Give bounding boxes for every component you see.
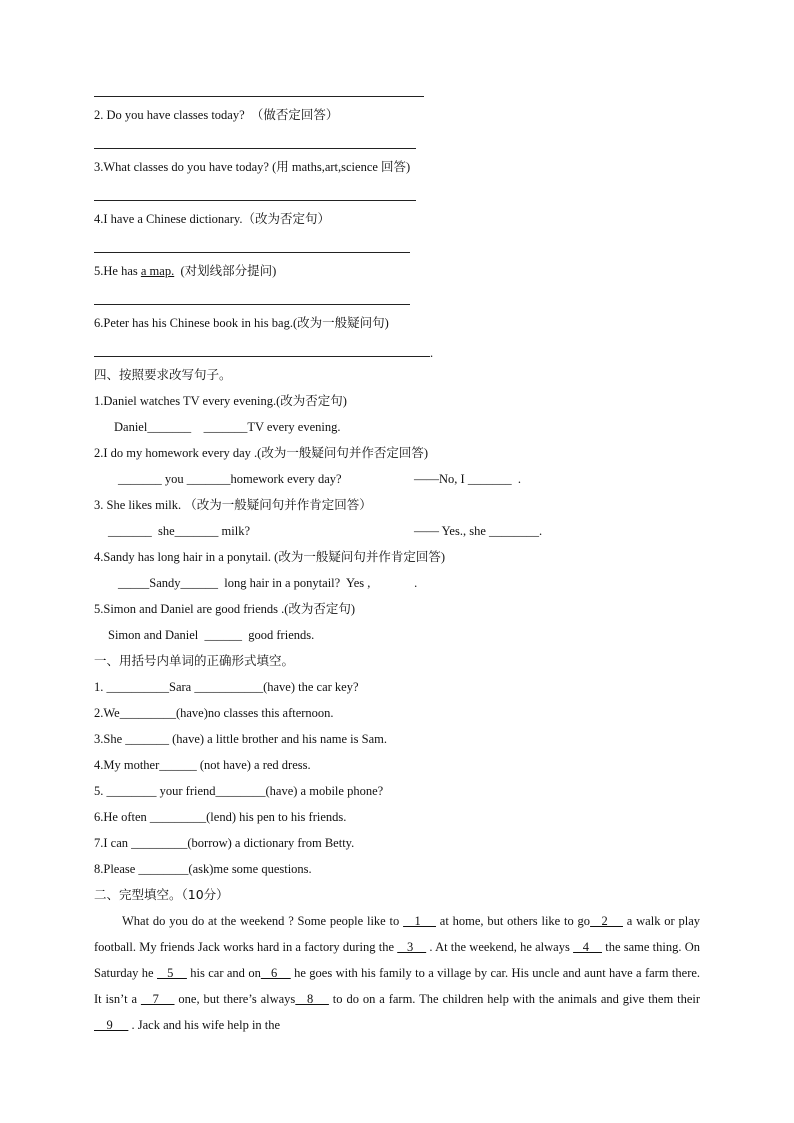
cloze-blank[interactable]: 3	[397, 940, 427, 954]
q5-prefix: 5.He has	[94, 264, 141, 278]
passage-text: . Jack and his wife help in the	[128, 1018, 281, 1032]
question-3-2: 2. Do you have classes today? （做否定回答）	[94, 108, 339, 122]
question-3-5	[94, 258, 276, 284]
passage-text: What do you do at the weekend ? Some people like to	[122, 914, 404, 928]
fill-item-6[interactable]: 6.He often _________(lend) his pen to his friends.	[94, 810, 347, 824]
section-2-title: 二、完型填空。（10分）	[94, 887, 229, 902]
answer-line[interactable]	[94, 200, 416, 201]
answer-line[interactable]	[94, 304, 410, 305]
answer-4-2a[interactable]: _______ you _______homework every day?	[118, 472, 342, 486]
section-4-title: 四、按照要求改写句子。	[94, 367, 232, 382]
fill-item-4[interactable]: 4.My mother______ (not have) a red dress.	[94, 758, 311, 772]
passage-text: one, but there’s always	[174, 992, 296, 1006]
question-4-4: 4.Sandy has long hair in a ponytail. (改为一般疑问句并作肯定回答)	[94, 550, 446, 564]
fill-item-2[interactable]: 2.We_________(have)no classes this afternoon.	[94, 706, 334, 720]
answer-line[interactable]	[94, 356, 430, 357]
passage-text: . At the weekend, he always	[426, 940, 574, 954]
cloze-blank[interactable]: 7	[140, 992, 175, 1006]
fill-item-5[interactable]: 5. ________ your friend________(have) a mobile phone?	[94, 784, 384, 798]
question-3-3: 3.What classes do you have today? (用 maths,art,science 回答)	[94, 160, 411, 174]
answer-4-1[interactable]: Daniel_______ _______TV every evening.	[114, 420, 341, 434]
cloze-blank[interactable]: 6	[260, 966, 291, 980]
q5-underlined: a map.	[140, 264, 175, 278]
passage-text: a walk or play football. My friends Jack works hard in a factory during the	[94, 914, 701, 954]
passage-text: at home, but others like to go	[435, 914, 591, 928]
question-3-6: 6.Peter has his Chinese book in his bag.(改为一般疑问句)	[94, 316, 389, 330]
question-4-1: 1.Daniel watches TV every evening.(改为否定句)	[94, 394, 347, 408]
cloze-passage	[94, 908, 700, 1038]
cloze-blank[interactable]: 5	[157, 966, 187, 980]
question-4-3: 3. She likes milk. （改为一般疑问句并作肯定回答）	[94, 498, 372, 512]
answer-period: .	[430, 346, 434, 360]
cloze-blank[interactable]: 2	[590, 914, 623, 928]
fill-item-1[interactable]: 1. __________Sara ___________(have) the car key?	[94, 680, 359, 694]
answer-4-3b[interactable]: —— Yes., she ________.	[414, 524, 543, 538]
answer-4-2b[interactable]: ——No, I _______ .	[414, 472, 521, 486]
question-4-5: 5.Simon and Daniel are good friends .(改为否定句)	[94, 602, 356, 616]
fill-item-3[interactable]: 3.She _______ (have) a little brother and his name is Sam.	[94, 732, 387, 746]
answer-line[interactable]	[94, 148, 416, 149]
passage-text: the same thing. On Saturday he	[94, 940, 701, 980]
answer-line[interactable]	[94, 96, 424, 97]
answer-4-5[interactable]: Simon and Daniel ______ good friends.	[108, 628, 315, 642]
fill-item-7[interactable]: 7.I can _________(borrow) a dictionary from Betty.	[94, 836, 355, 850]
cloze-blank[interactable]: 1	[403, 914, 436, 928]
question-3-4: 4.I have a Chinese dictionary.（改为否定句）	[94, 212, 330, 226]
q5-suffix: (对划线部分提问)	[174, 264, 277, 278]
passage-text: he goes with his family to a village by car. His uncle and aunt have a farm there. It isn’t a	[94, 966, 701, 1006]
passage-text: to do on a farm. The children help with the animals and give them their	[328, 992, 701, 1006]
cloze-blank[interactable]: 4	[573, 940, 602, 954]
section-1-title: 一、用括号内单词的正确形式填空。	[94, 653, 295, 668]
cloze-blank[interactable]: 8	[295, 992, 329, 1006]
answer-line[interactable]	[94, 252, 410, 253]
answer-4-4[interactable]: _____Sandy______ long hair in a ponytail? Yes , .	[118, 576, 418, 590]
answer-4-3a[interactable]: _______ she_______ milk?	[108, 524, 251, 538]
passage-text: his car and on	[186, 966, 261, 980]
question-4-2: 2.I do my homework every day .(改为一般疑问句并作否定回答)	[94, 446, 428, 460]
cloze-blank[interactable]: 9	[94, 1018, 129, 1032]
fill-item-8[interactable]: 8.Please ________(ask)me some questions.	[94, 862, 312, 876]
